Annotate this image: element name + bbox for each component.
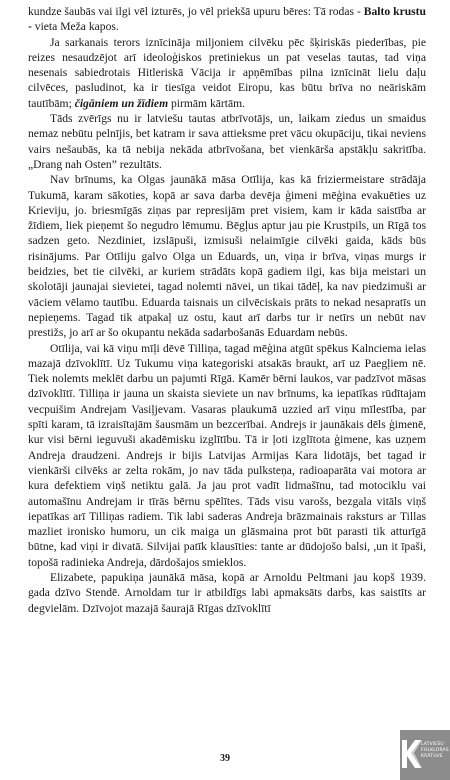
document-body: [28, 4, 426, 616]
paragraph: [28, 341, 426, 570]
text-run: Nav brīnums, ka Olgas jaunākā māsa Otīlija, kas kā friziermeistare strādāja Tukumā, karam sākoties, kopā ar sava darba devēja ģimeni mēģina evakuēties uz Krieviju, jo. briesmīgās ziņas par represijām pret visiem, kam ir kāda saistība ar žīdiem, liek pieņemt šo negudro lēmumu. Bēgļus aptur jau pie Krustpils, un Rīgā tos sadzen geto. Nezdiniet, izslāpuši, izmisuši nelaimīgie cilvēki gaida, kāds būs risinājums. Par Otīliju galvo Olga un Eduards, un, viņa ir brīva, viņas murgs ir beidzies, bet tie cilvēki, ar kuriem strādāts kopā gadiem ilgi, kas bija meistari un skolotāji jaunajai sievietei, tagad nolemti nāvei, un tikai tādēļ, ka nav piedzimuši ar vāciem vēlamo tautību. Eduarda taisnais un cilvēciskais prāts to nekad nesapratīs un nepieņems. Tagad tik atpakaļ uz ostu, kaut arī darbs tur ir netīrs un nebūt nav prestižs, jo arī ar šo okupantu nekāda sadarbošanās Eduardam nebūs.: [28, 173, 426, 340]
logo-mark-icon: [402, 740, 422, 768]
paragraph: [28, 570, 426, 616]
emphasis-run: čigāniem un žīdiem: [74, 96, 169, 110]
text-run: kundze šaubās vai ilgi vēl izturēs, jo vēl priekšā upuru bēres: Tā rodas -: [28, 5, 364, 18]
text-run: Ja sarkanais terors iznīcināja miljoniem cilvēku pēc šķiriskās piederības, pie reizes nesaudzējot arī ideoloģiskos pretiniekus un pat veselas tautas, tad viņa nesenais sabiedrotais Hitleriskā Vācija ir apņēmības pilna iznīcināt lielu daļu cilvēces, pasludinot, ka ir tiesīga veidot Eiropu, kas būtu brīva no neāriskām tautībām;: [28, 35, 426, 110]
archive-logo: [400, 730, 450, 780]
text-run: Tāds zvērīgs nu ir latviešu tautas atbrīvotājs, un, laikam ziedus un smaidus nemaz nebūtu pelnījis, bet katram ir sava attieksme pret vācu okupāciju, tikai neviens vairs nešaubās, ka tā nebija nekāda atbrīvošana, bet vienkārša apstākļu sakritība. „Drang nah Osten” rezultāts.: [28, 112, 426, 171]
paragraph: [28, 111, 426, 172]
paragraph: [28, 172, 426, 340]
text-run: Otīlija, vai kā viņu mīļi dēvē Tilliņa, tagad mēģina atgūt spēkus Kalnciema ielas mazajā dzīvoklītī. Uz Tukumu viņa kategoriski atsakās braukt, arī uz Paegļiem nē. Tiek nolemts meklēt darbu un pajumti Rīgā. Kamēr bērni laukos, var padzīvot māsas dzīvoklītī. Tilliņa ir jauna un skaista sieviete un nav brīnums, ka iepatīkas rūdītajam vecpuišim Andrejam Vasiļjevam. Vasaras plaukumā uzzied arī viņu mīlestība, par spīti karam, tā izraisītajām šausmām un bezcerībai. Andrejs ir jaunākais dēls ģimenē, kur visi bērni ieguvuši akadēmisku izglītību. Tā ir ļoti izglītota ģimene, kas uzņem Andreja draudzeni. Andrejs ir bijis Latvijas Armijas Kara lidotājs, bet tagad ir vienkārši cilvēks ar zelta rokām, jo nav tāda pulksteņa, radioaparāta vai motora ar kura defektiem viņš netiktu galā. Ja jau prot vadīt lidmašīnu, tad motociklu vai automašīnu Andrejam ir tīrās bērnu spēlītes. Tāds visu varošs, bezgala vitāls viņš iepatīkas arī Tilliņas radiem. Tik labi saderas Andreja brāzmainais raksturs ar Tillas mazliet ironisko humoru, un cik maiga un glāsmaina prot būt parasti tik atturīgā būtne, kad viņi ir divatā. Silvijai patīk klausīties: tante ar dūdojošo balsi, ,un it īpaši, topošā radinieka Andreja, dārdošajos smieklos.: [28, 341, 426, 569]
paragraph: [28, 35, 426, 111]
paragraph: [28, 4, 426, 35]
emphasis-run: Balto krustu -: [28, 5, 426, 34]
text-run: Elizabete, papukiņa jaunākā māsa, kopā ar Arnoldu Peltmani jau kopš 1939. gada dzīvo Stendē. Arnoldam tur ir atbildīgs labi apmaksāts darbs, kas saistīts ar degvielām. Dzīvojot mazajā šaurajā Rīgas dzīvoklītī: [28, 570, 426, 615]
logo-line-1: LATVIEŠU: [421, 742, 444, 747]
logo-line-2: FOLKLORAS: [421, 748, 449, 753]
text-run: pirmām kārtām.: [168, 96, 246, 110]
logo-line-3: KRĀTUVE: [421, 754, 443, 759]
logo-text: [421, 742, 450, 760]
page-number: 39: [220, 753, 230, 764]
text-run: vieta Meža kapos.: [31, 20, 119, 34]
